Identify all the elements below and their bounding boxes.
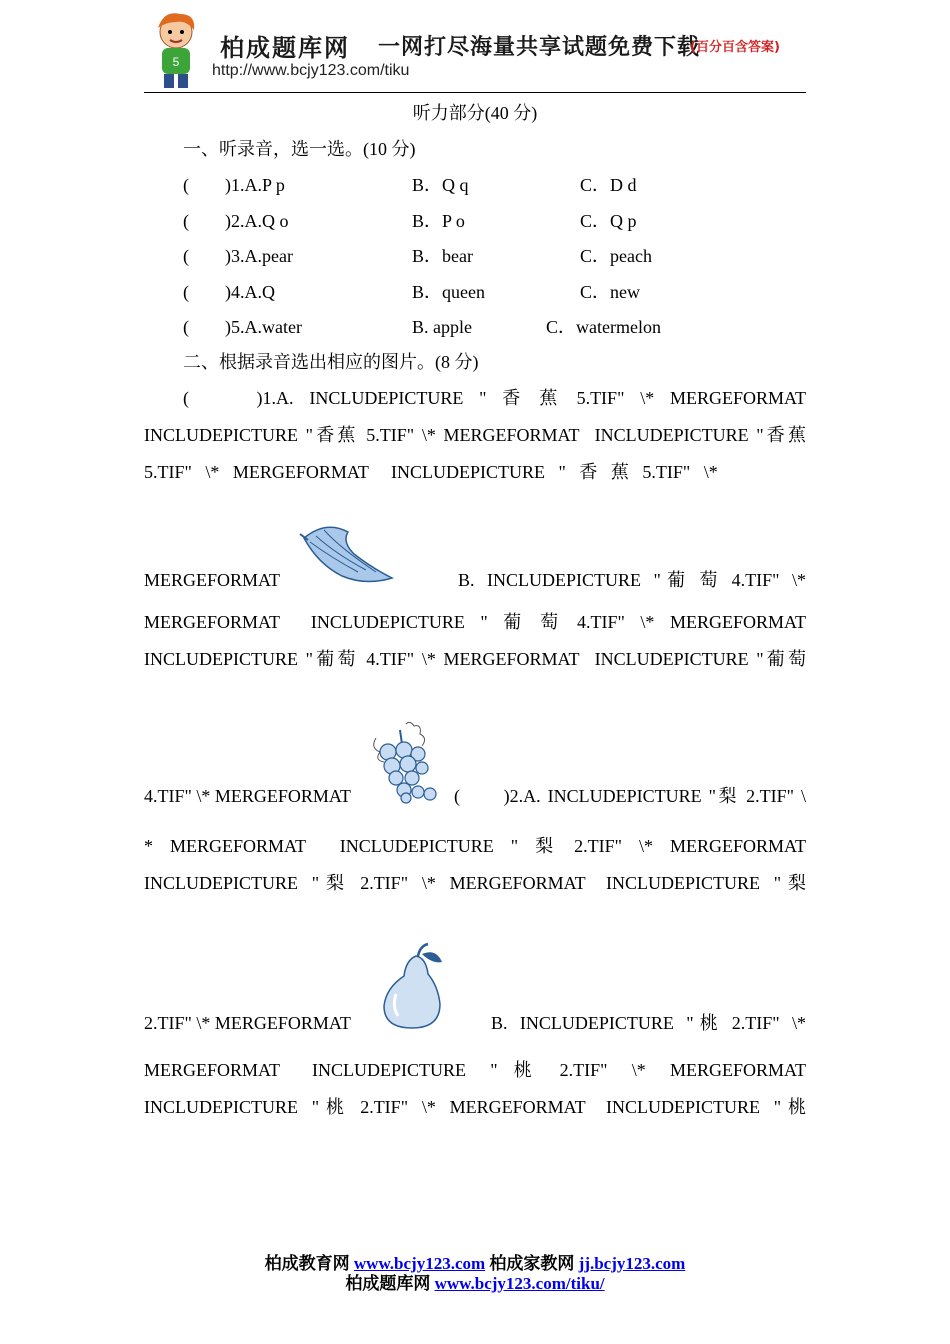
part2-text-line: B. INCLUDEPICTURE " 葡 萄 4.TIF" \* (458, 570, 806, 590)
footer-link-tiku[interactable]: www.bcjy123.com/tiku/ (434, 1274, 605, 1293)
part2-text-line: ( )1.A. INCLUDEPICTURE " 香 蕉 5.TIF" \* MERGEFORMAT (183, 388, 806, 408)
footer-link-jj[interactable]: jj.bcjy123.com (578, 1254, 686, 1273)
grapes-icon (366, 718, 440, 804)
header-url[interactable]: http://www.bcjy123.com/tiku (212, 62, 410, 79)
question-number: ( )3.A.pear (183, 246, 293, 266)
part2-text-line: INCLUDEPICTURE " 桃 2.TIF" \* MERGEFORMAT INCLUDEPICTURE " 桃 (144, 1097, 806, 1117)
part2-heading: 二、根据录音选出相应的图片。(8 分) (183, 352, 479, 372)
header-slogan-note: (百分百含答案) (690, 40, 780, 55)
option-b: B．bear (412, 246, 473, 266)
part2-text-line: B. INCLUDEPICTURE " 桃 2.TIF" \* (491, 1013, 806, 1033)
option-c: C．peach (580, 246, 652, 266)
header-brand: 柏成题库网 (220, 34, 350, 62)
option-c: C．Q p (580, 211, 637, 231)
option-c: C．new (580, 282, 640, 302)
part2-text-line: 5.TIF" \* MERGEFORMAT INCLUDEPICTURE " 香 蕉 5.TIF" \* (144, 462, 718, 482)
option-b: B．queen (412, 282, 485, 302)
banana-image (296, 520, 396, 588)
part2-text-line: INCLUDEPICTURE "葡萄 4.TIF" \* MERGEFORMAT INCLUDEPICTURE "葡萄 (144, 649, 806, 669)
part2-text-line: ( )2.A. INCLUDEPICTURE "梨 2.TIF" \ (454, 786, 806, 806)
footer-label: 柏成教育网 (264, 1254, 354, 1273)
question-number: ( )5.A.water (183, 317, 302, 337)
option-c: C．watermelon (546, 317, 661, 337)
option-b: B. apple (412, 317, 472, 337)
footer-link-bcjy[interactable]: www.bcjy123.com (353, 1254, 486, 1273)
mascot-logo (146, 10, 208, 90)
footer-line-2 (0, 1269, 950, 1294)
boy-mascot-icon (146, 10, 208, 90)
part2-text-line: 2.TIF" \* MERGEFORMAT (144, 1013, 351, 1033)
header-slogan: 一网打尽海量共享试题免费下载 (378, 35, 701, 60)
part2-text-line: 4.TIF" \* MERGEFORMAT (144, 786, 351, 806)
section-title: 听力部分(40 分) (412, 103, 538, 123)
part1-heading: 一、听录音，选一选。(10 分) (183, 139, 416, 159)
option-b: B．Q q (412, 175, 469, 195)
part2-text-line: INCLUDEPICTURE " 梨 2.TIF" \* MERGEFORMAT INCLUDEPICTURE " 梨 (144, 873, 806, 893)
part2-text-line: INCLUDEPICTURE "香蕉 5.TIF" \* MERGEFORMAT INCLUDEPICTURE "香蕉 (144, 425, 806, 445)
question-number: ( )1.A.P p (183, 175, 285, 195)
grapes-image (366, 718, 440, 804)
option-c: C．D d (580, 175, 637, 195)
pear-image (378, 942, 446, 1032)
question-number: ( )2.A.Q o (183, 211, 289, 231)
option-b: B．P o (412, 211, 465, 231)
header-divider (144, 92, 806, 93)
footer-label: 柏成家教网 (485, 1254, 579, 1273)
banana-icon (296, 520, 396, 588)
question-number: ( )4.A.Q (183, 282, 275, 302)
part2-text-line: MERGEFORMAT INCLUDEPICTURE " 桃 2.TIF" \* MERGEFORMAT (144, 1060, 806, 1080)
svg-text:5: 5 (172, 55, 180, 69)
part2-text-line: MERGEFORMAT (144, 570, 281, 590)
footer-label: 柏成题库网 (345, 1274, 435, 1293)
part2-text-line: * MERGEFORMAT INCLUDEPICTURE " 梨 2.TIF" \* MERGEFORMAT (144, 836, 806, 856)
pear-icon (378, 942, 446, 1032)
part2-text-line: MERGEFORMAT INCLUDEPICTURE " 葡 萄 4.TIF" \* MERGEFORMAT (144, 612, 806, 632)
